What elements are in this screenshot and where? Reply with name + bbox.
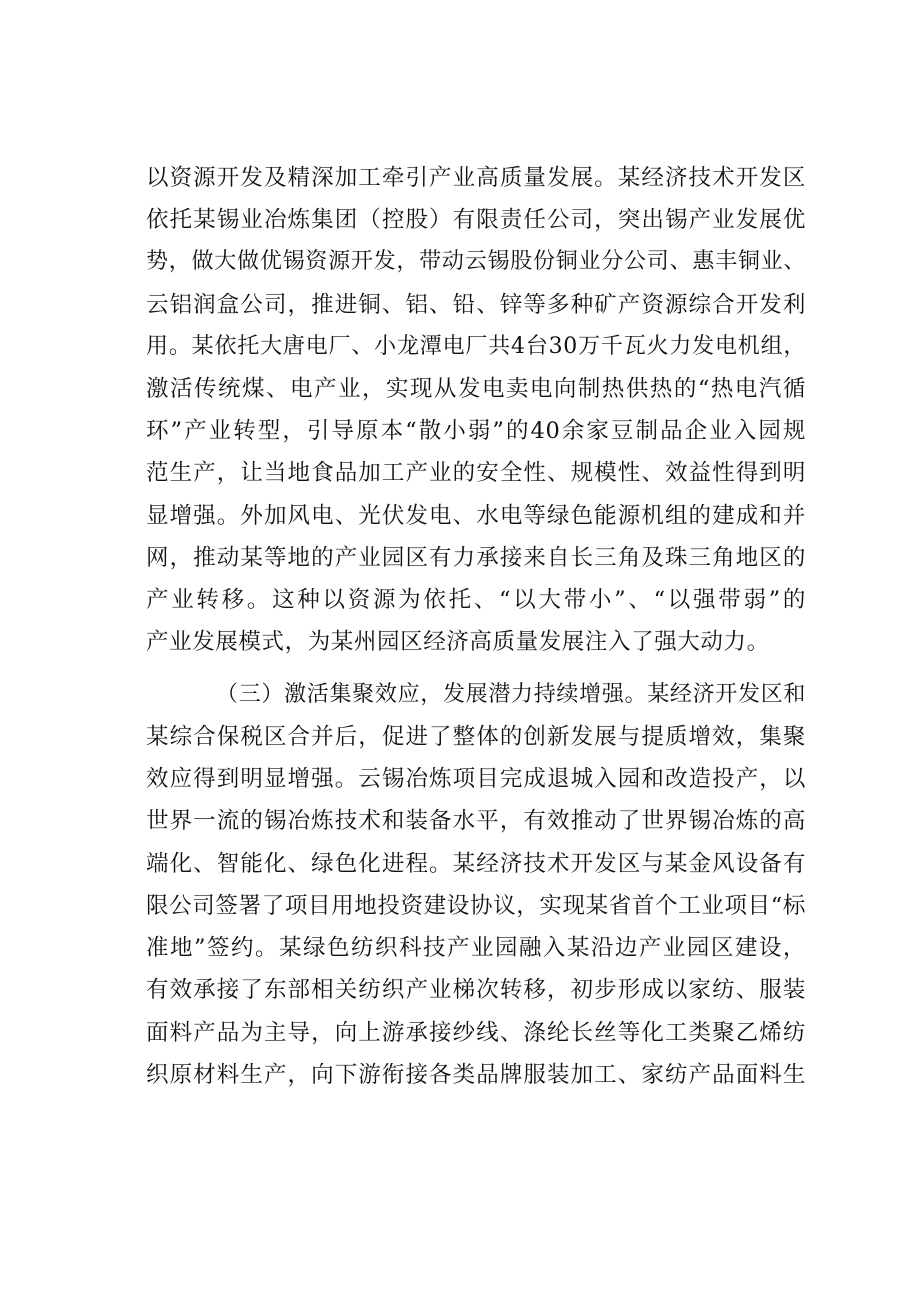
paragraph-line: 激活传统煤、电产业，实现从发电卖电向制热供热的“热电汽循 — [146, 376, 806, 402]
paragraph-line: 云铝润盒公司，推进铜、铝、铅、锌等多种矿产资源综合开发利 — [146, 292, 806, 318]
paragraph-line: 产业发展模式，为某州园区经济高质量发展注入了强大动力。 — [146, 629, 770, 655]
paragraph-line: 产业转移。这种以资源为依托、“以大带小”、“以强带弱”的 — [146, 587, 806, 613]
paragraph-line: 某综合保税区合并后，促进了整体的创新发展与提质增效，集聚 — [146, 724, 806, 750]
paragraph-line: 限公司签署了项目用地投资建设协议，实现某省首个工业项目“标 — [146, 893, 806, 919]
paragraph-line: 世界一流的锡冶炼技术和装备水平，有效推动了世界锡冶炼的高 — [146, 808, 806, 834]
paragraph-line: 端化、智能化、绿色化进程。某经济技术开发区与某金风设备有 — [146, 851, 806, 877]
paragraph-line: 效应得到明显增强。云锡冶炼项目完成退城入园和改造投产，以 — [146, 766, 806, 792]
paragraph-line: 有效承接了东部相关纺织产业梯次转移，初步形成以家纺、服装 — [146, 977, 806, 1003]
paragraph-line: 织原材料生产，向下游衔接各类品牌服装加工、家纺产品面料生 — [146, 1062, 806, 1088]
paragraph-line: 环”产业转型，引导原本“散小弱”的40余家豆制品企业入园规 — [146, 418, 806, 444]
paragraph-line: 势，做大做优锡资源开发，带动云锡股份铜业分公司、惠丰铜业、 — [146, 249, 806, 274]
paragraph-line: 准地”签约。某绿色纺织科技产业园融入某沿边产业园区建设， — [146, 935, 806, 961]
paragraph-line: 范生产，让当地食品加工产业的安全性、规模性、效益性得到明 — [146, 460, 806, 486]
paragraph-line: 显增强。外加风电、光伏发电、水电等绿色能源机组的建成和并 — [146, 503, 806, 529]
paragraph-line: 面料产品为主导，向上游承接纱线、涤纶长丝等化工类聚乙烯纺 — [146, 1020, 806, 1046]
paragraph-line: 依托某锡业冶炼集团（控股）有限责任公司，突出锡产业发展优 — [146, 207, 806, 233]
paragraph-line: 用。某依托大唐电厂、小龙潭电厂共4台30万千瓦火力发电机组， — [146, 334, 806, 359]
paragraph-line: 以资源开发及精深加工牵引产业高质量发展。某经济技术开发区 — [146, 165, 806, 191]
paragraph-line: 网，推动某等地的产业园区有力承接来自长三角及珠三角地区的 — [146, 545, 806, 571]
section-heading-line: （三）激活集聚效应，发展潜力持续增强。某经济开发区和 — [216, 682, 806, 707]
